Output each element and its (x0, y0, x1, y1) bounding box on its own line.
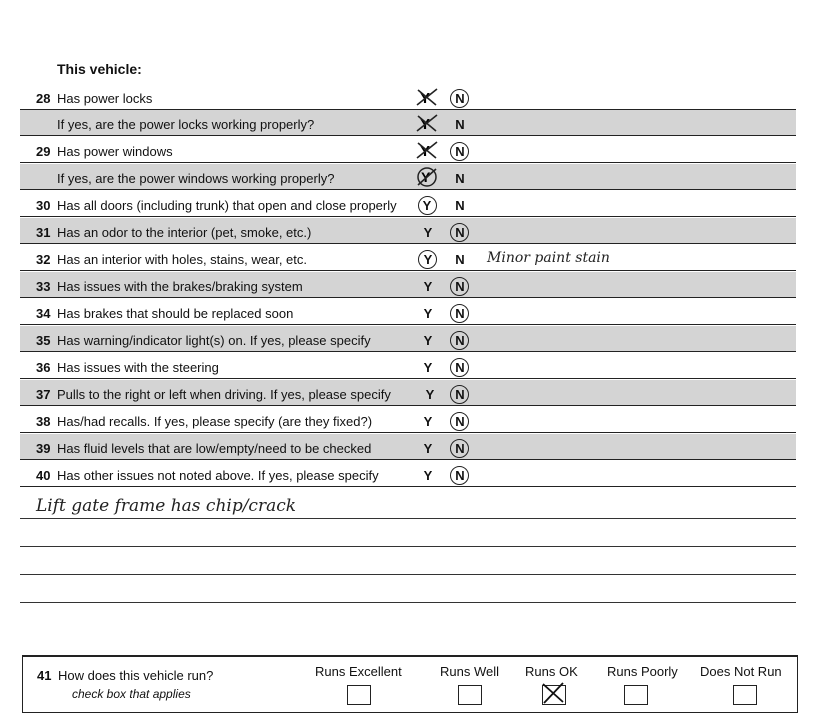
answer-y[interactable]: Y (425, 387, 435, 402)
answer-y[interactable]: Y (423, 306, 433, 321)
circled-answer-mark (450, 358, 469, 377)
question-number: 33 (36, 279, 51, 294)
svg-text:Y: Y (420, 143, 431, 160)
question-text: Has power locks (57, 91, 153, 106)
answer-n[interactable]: N (455, 360, 465, 375)
crossed-y-mark[interactable] (416, 140, 438, 160)
answer-n[interactable]: N (455, 333, 465, 348)
checkbox-runs-poorly[interactable] (624, 685, 648, 705)
question-text: Has power windows (57, 144, 173, 159)
question-number: 30 (36, 198, 51, 213)
svg-text:Y: Y (421, 169, 431, 185)
answer-n[interactable]: N (455, 306, 465, 321)
circled-answer-mark (450, 466, 469, 485)
question-row-39 (20, 434, 796, 460)
answer-y[interactable]: Y (423, 279, 433, 294)
circled-answer-mark (450, 439, 469, 458)
answer-n[interactable]: N (455, 279, 465, 294)
section-title: This vehicle: (57, 61, 142, 77)
answer-n[interactable]: N (455, 252, 465, 267)
svg-text:Y: Y (420, 116, 431, 133)
answer-n[interactable]: N (455, 198, 465, 213)
answer-y[interactable]: Y (423, 441, 433, 456)
question-row-31 (20, 218, 796, 244)
question-text: Pulls to the right or left when driving. If yes, please specify (57, 387, 391, 402)
circled-answer-mark (418, 196, 437, 215)
checkbox-runs-ok[interactable] (542, 685, 566, 705)
circled-answer-mark (450, 89, 469, 108)
question-number: 36 (36, 360, 51, 375)
question-row-40 (20, 461, 796, 487)
circled-answer-mark (418, 250, 437, 269)
question-text: Has other issues not noted above. If yes, please specify (57, 468, 379, 483)
option-label-runs-well: Runs Well (440, 664, 500, 679)
question-row-29 (20, 137, 796, 163)
instruction-hint: check box that applies (72, 687, 191, 701)
question-text: Has issues with the steering (57, 360, 219, 375)
check-x-icon (541, 682, 565, 704)
question-text: If yes, are the power locks working properly? (57, 117, 315, 132)
crossed-y-mark[interactable] (416, 167, 438, 187)
crossed-y-mark[interactable] (416, 113, 438, 133)
handwritten-note: Lift gate frame has chip/crack (36, 496, 297, 516)
question-text: Has issues with the brakes/braking system (57, 279, 303, 294)
question-number: 31 (36, 225, 51, 240)
question-text: Has all doors (including trunk) that open and close properly (57, 198, 397, 213)
handwritten-note: Minor paint stain (487, 250, 610, 266)
question-text: Has brakes that should be replaced soon (57, 306, 294, 321)
answer-y[interactable]: Y (423, 360, 433, 375)
question-text: Has an interior with holes, stains, wear, etc. (57, 252, 308, 267)
answer-y[interactable]: Y (423, 252, 433, 267)
circled-answer-mark (450, 304, 469, 323)
answer-n[interactable]: N (455, 387, 465, 402)
question-row-34 (20, 299, 796, 325)
question-number: 38 (36, 414, 51, 429)
answer-n[interactable]: N (455, 171, 465, 186)
question-row-37 (20, 380, 796, 406)
answer-y[interactable]: Y (422, 198, 432, 213)
specify-line-1[interactable] (20, 494, 796, 519)
question-number: 35 (36, 333, 51, 348)
option-label-runs-ok: Runs OK (525, 664, 578, 679)
circled-answer-mark (450, 277, 469, 296)
specify-line-3[interactable] (20, 550, 796, 575)
question-row-28 (20, 84, 796, 110)
circled-answer-mark (450, 385, 469, 404)
question-row-35 (20, 326, 796, 352)
question-text: Has/had recalls. If yes, please specify (are they fixed?) (57, 414, 373, 429)
answer-y[interactable]: Y (423, 414, 433, 429)
answer-y[interactable]: Y (423, 225, 433, 240)
question-number: 34 (36, 306, 51, 321)
answer-n[interactable]: N (455, 414, 465, 429)
option-label-does-not-run: Does Not Run (700, 664, 782, 679)
answer-y[interactable]: Y (423, 468, 433, 483)
question-number: 37 (36, 387, 51, 402)
question-row-28-sub (20, 110, 796, 136)
checkbox-does-not-run[interactable] (733, 685, 757, 705)
question-row-30 (20, 191, 796, 217)
circled-answer-mark (450, 142, 469, 161)
answer-n[interactable]: N (455, 441, 465, 456)
answer-n[interactable]: N (455, 225, 465, 240)
specify-line-4[interactable] (20, 578, 796, 603)
question-row-29-sub (20, 164, 796, 190)
question-row-32 (20, 245, 796, 271)
checkbox-runs-excellent[interactable] (347, 685, 371, 705)
checkbox-runs-well[interactable] (458, 685, 482, 705)
question-text: If yes, are the power windows working properly? (57, 171, 335, 186)
specify-line-2[interactable] (20, 522, 796, 547)
question-row-38 (20, 407, 796, 433)
question-text: How does this vehicle run? (58, 668, 214, 683)
question-number: 40 (36, 468, 51, 483)
svg-text:Y: Y (420, 90, 431, 107)
question-text: Has fluid levels that are low/empty/need to be checked (57, 441, 372, 456)
circled-answer-mark (450, 331, 469, 350)
answer-y[interactable]: Y (423, 333, 433, 348)
circled-answer-mark (450, 223, 469, 242)
question-text: Has warning/indicator light(s) on. If yes, please specify (57, 333, 371, 348)
circled-answer-mark (450, 412, 469, 431)
question-number: 29 (36, 144, 51, 159)
option-label-runs-poorly: Runs Poorly (607, 664, 678, 679)
question-number: 41 (37, 668, 52, 683)
crossed-y-mark[interactable] (416, 87, 438, 107)
question-row-33 (20, 272, 796, 298)
question-row-36 (20, 353, 796, 379)
question-number: 28 (36, 91, 51, 106)
question-number: 39 (36, 441, 51, 456)
question-number: 32 (36, 252, 51, 267)
option-label-runs-excellent: Runs Excellent (315, 664, 402, 679)
answer-n[interactable]: N (455, 468, 465, 483)
answer-n[interactable]: N (455, 117, 465, 132)
answer-n[interactable]: N (455, 144, 465, 159)
vehicle-run-section (22, 655, 798, 713)
answer-n[interactable]: N (455, 91, 465, 106)
question-text: Has an odor to the interior (pet, smoke, etc.) (57, 225, 312, 240)
